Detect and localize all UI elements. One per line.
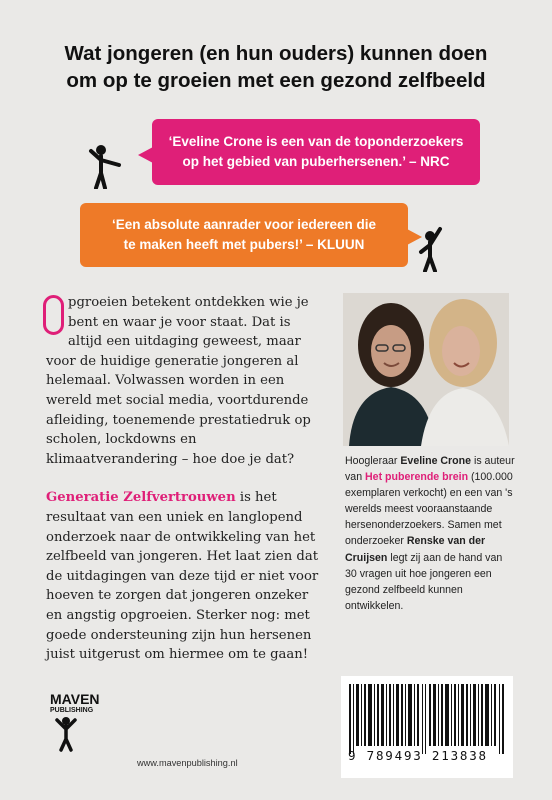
logo-text-maven: MAVEN xyxy=(50,691,100,707)
author-bio xyxy=(345,453,515,614)
quote-kluun xyxy=(80,203,408,267)
intro-paragraph xyxy=(46,293,326,469)
publisher-logo xyxy=(48,690,118,752)
publisher-website: www.mavenpublishing.nl xyxy=(137,758,238,768)
waving-figure-icon xyxy=(88,143,122,189)
quote-nrc-line-2: op het gebied van puberhersenen.’ – NRC xyxy=(182,154,450,169)
quote-kluun-line-1: ‘Een absolute aanrader voor iedereen die xyxy=(111,217,377,232)
barcode-digits: 9 789493 213838 xyxy=(348,748,488,763)
author-name-cruijsen: Renske van der Cruijsen xyxy=(345,535,486,564)
second-paragraph xyxy=(46,488,326,664)
headline-line-1: Wat jongeren (en hun ouders) kunnen doen xyxy=(64,42,488,65)
author-name-crone: Eveline Crone xyxy=(400,455,472,467)
quote-nrc xyxy=(152,119,480,185)
previous-book-title: Het puberende brein xyxy=(365,471,469,484)
author-bio-text-2: is auteur van xyxy=(345,455,515,484)
author-bio-text-4: legt zij aan de hand van 30 vragen uit hoe jongeren een gezond zelfbeeld kunnen ontwikkelen. xyxy=(345,551,503,612)
cheering-figure-icon xyxy=(415,226,445,272)
second-paragraph-text: is het resultaat van een uniek en langlopend onderzoek naar de ontwikkeling van het zelfbeeld van jongeren. Het laat zien dat de uitdagingen van deze tijd er niet voor hoeven te zorgen dat jongeren onzeker en angstig opgroeien. Sterker nog: met goede ondersteuning zijn hun hersenen juist uitgerust om hiermee om te gaan! xyxy=(46,490,319,663)
book-title-highlight: Generatie Zelfvertrouwen xyxy=(46,490,236,506)
author-bio-text-3: (100.000 exemplaren verkocht) en een van 's werelds meest vooraanstaande hersenonderzoekers. Samen met onderzoeker xyxy=(345,471,513,548)
dropcap-o xyxy=(43,295,64,335)
author-photo xyxy=(343,293,509,446)
quote-kluun-line-2: te maken heeft met pubers!’ – KLUUN xyxy=(123,237,365,252)
quote-nrc-line-1: ‘Eveline Crone is een van de toponderzoekers xyxy=(168,134,464,149)
logo-text-publishing: PUBLISHING xyxy=(50,707,94,714)
author-bio-text-1: Hoogleraar xyxy=(345,455,401,467)
back-cover-headline xyxy=(40,40,512,94)
intro-text: pgroeien betekent ontdekken wie je bent en waar je voor staat. Dat is altijd een uitdaging geweest, maar voor de huidige generatie jongeren al helemaal. Volwassen worden in een wereld met social media, voortdurende afleiding, toenemende prestatiedruk op scholen, lockdowns en klimaatverandering – hoe doe je dat? xyxy=(46,295,311,467)
blurb xyxy=(46,293,326,684)
headline-line-2: om op te groeien met een gezond zelfbeeld xyxy=(66,69,486,92)
